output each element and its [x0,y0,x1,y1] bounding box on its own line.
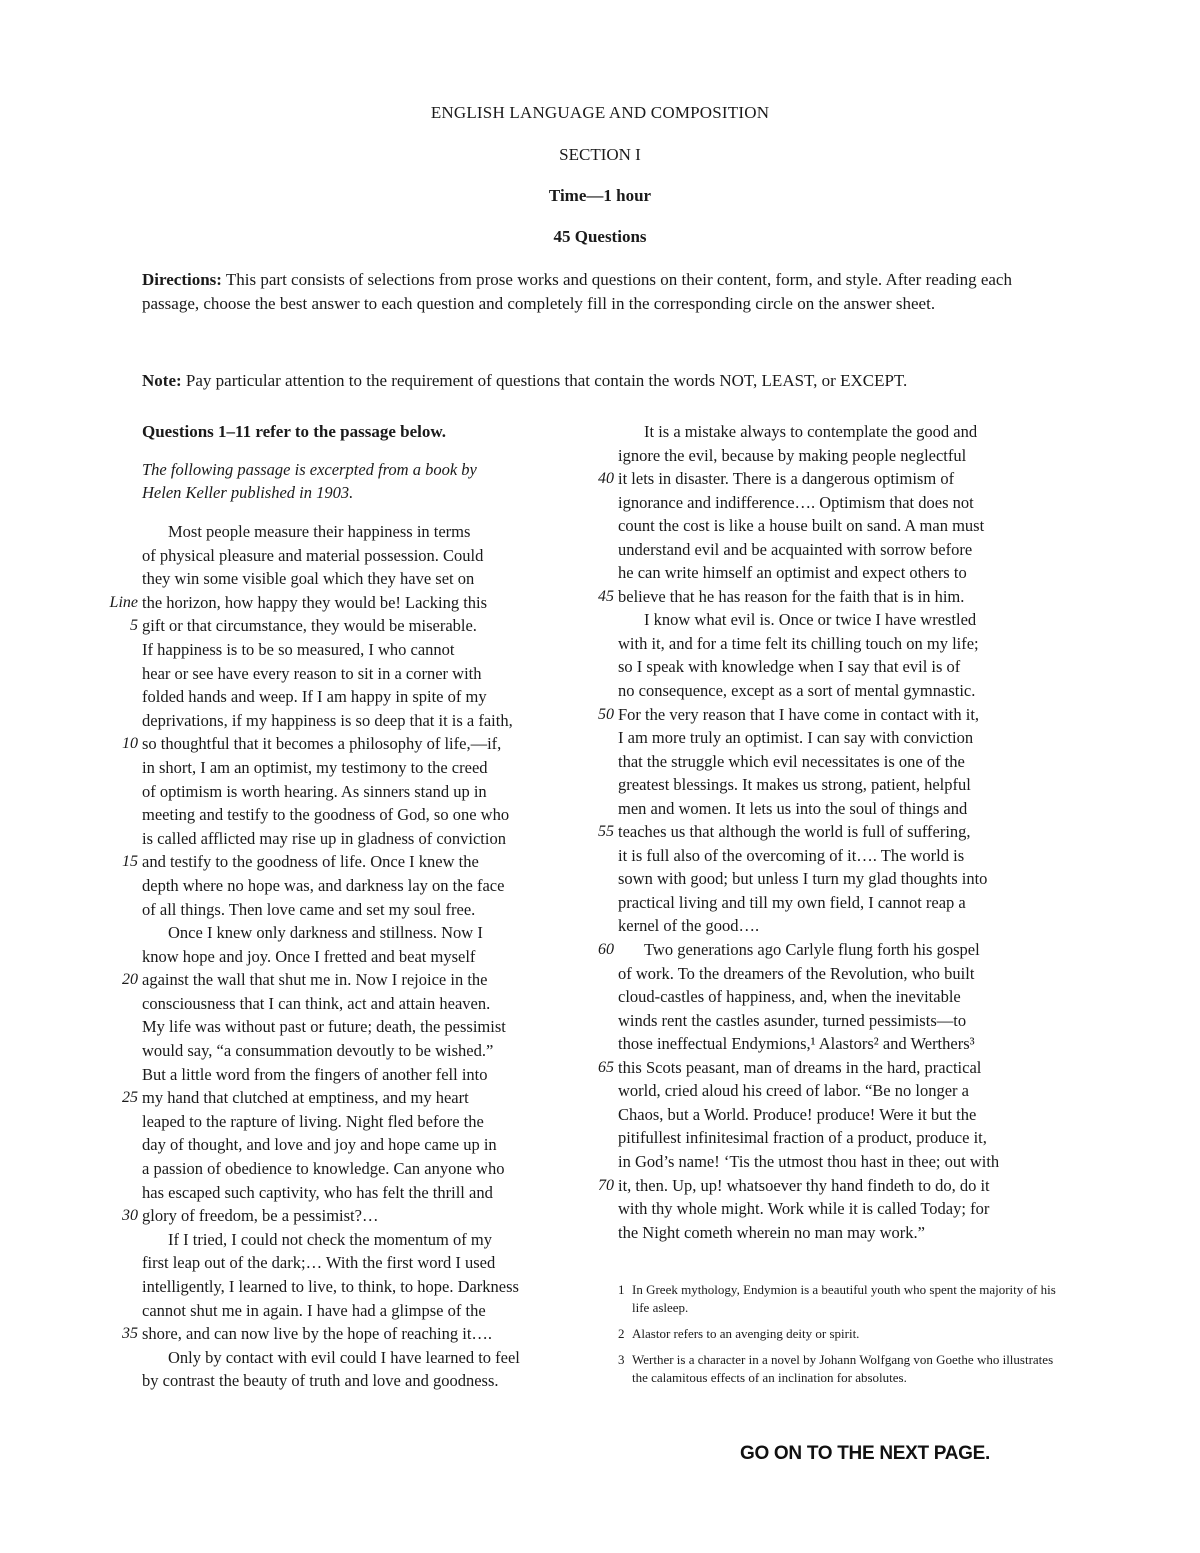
passage-line [142,1015,602,1039]
line-number: Line [109,593,138,611]
line-text: men and women. It lets us into the soul of things and [618,798,968,818]
passage-line [142,1369,602,1393]
line-text: has escaped such captivity, who has felt the thrill and [142,1182,493,1202]
line-text: know hope and joy. Once I fretted and beat myself [142,946,476,966]
passage-line [598,820,1068,844]
line-text: of work. To the dreamers of the Revolution, who built [618,963,975,983]
line-text: my hand that clutched at emptiness, and my heart [142,1088,469,1108]
passage-line [598,1174,1068,1198]
passage-line [142,709,602,733]
passage-lines-left [109,520,602,1393]
line-text: sown with good; but unless I turn my glad thoughts into [618,869,988,889]
passage-line [618,844,1068,868]
line-text: of physical pleasure and material possession. Could [142,545,484,565]
passage-line [618,1150,1068,1174]
line-text: gift or that circumstance, they would be miserable. [142,616,477,636]
line-text: leaped to the rapture of living. Night fled before the [142,1111,484,1131]
line-text: If happiness is to be so measured, I who cannot [142,639,455,659]
passage-line [142,992,602,1016]
footnote-number: 3 [618,1352,625,1367]
passage-line [618,561,1068,585]
line-text: pitifullest infinitesimal fraction of a product, produce it, [618,1128,987,1148]
line-text: ignorance and indifference…. Optimism that does not [618,492,974,512]
line-text: a passion of obedience to knowledge. Can anyone who [142,1159,505,1179]
footnote [618,1325,1058,1343]
directions-label: Directions: [142,270,222,289]
line-text: so thoughtful that it becomes a philosophy of life,—if, [142,734,502,754]
passage-line [618,891,1068,915]
line-text: and testify to the goodness of life. Once I knew the [142,852,479,872]
line-text: intelligently, I learned to live, to think, to hope. Darkness [142,1277,519,1296]
passage-line [122,1204,602,1228]
passage-line [142,874,602,898]
line-text: first leap out of the dark;… With the first word I used [142,1253,496,1273]
line-number: 50 [598,705,614,723]
line-text: with it, and for a time felt its chilling touch on my life; [618,633,979,653]
passage-intro [142,458,602,504]
footnote [618,1281,1058,1317]
line-text: would say, “a consummation devoutly to be wished.” [142,1041,494,1061]
line-text: depth where no hope was, and darkness lay on the face [142,875,505,895]
line-text: I know what evil is. Once or twice I have wrestled [644,610,977,630]
passage-line [618,1032,1068,1056]
passage-line [618,1197,1068,1221]
passage-line [618,632,1068,656]
passage-line [142,945,602,969]
line-text: folded hands and weep. If I am happy in spite of my [142,687,487,707]
passage-line [618,679,1068,703]
line-text: Two generations ago Carlyle flung forth his gospel [644,940,980,960]
footnotes [618,1281,1058,1395]
line-text: understand evil and be acquainted with sorrow before [618,539,973,559]
line-text: he can write himself an optimist and expect others to [618,563,967,583]
passage-line [142,1157,602,1181]
passage-line [618,914,1068,938]
passage-left-column [109,422,602,1393]
passage-line [142,921,602,945]
line-text: If I tried, I could not check the momentum of my [168,1229,492,1249]
passage-line [618,655,1068,679]
passage-line [142,567,602,591]
line-text: ignore the evil, because by making people neglectful [618,445,967,465]
footnote-text: Werther is a character in a novel by Johann Wolfgang von Goethe who illustrates the calamitous effects of an inclination for absolutes. [632,1352,1054,1385]
passage-line [618,797,1068,821]
line-number: 45 [598,587,614,605]
passage-line [618,985,1068,1009]
line-text: My life was without past or future; death, the pessimist [142,1017,506,1037]
passage-lines-right [598,420,1068,1244]
passage-line [122,1322,602,1346]
passage-line [598,938,1068,962]
passage-line [618,867,1068,891]
line-text: the Night cometh wherein no man may work.” [618,1222,925,1242]
passage-line [618,1103,1068,1127]
passage-line [618,773,1068,797]
passage-line [598,1056,1068,1080]
passage-line [142,662,602,686]
line-text: no consequence, except as a sort of mental gymnastic. [618,681,976,701]
note [142,369,1062,393]
note-text: Pay particular attention to the requirement of questions that contain the words NOT, LEAST, or EXCEPT. [181,371,908,390]
line-text: that the struggle which evil necessitates is one of the [618,751,965,771]
passage-line [142,1063,602,1087]
passage-line [142,1251,602,1275]
line-text: count the cost is like a house built on sand. A man must [618,516,985,536]
passage-line [122,850,602,874]
line-text: But a little word from the fingers of another fell into [142,1064,488,1084]
line-number: 15 [122,853,138,871]
footnote-number: 2 [618,1326,625,1341]
line-number: 10 [122,735,138,753]
passage-line [618,491,1068,515]
passage-line [142,1346,602,1370]
question-count: 45 Questions [553,227,647,246]
line-text: meeting and testify to the goodness of God, so one who [142,805,510,825]
line-text: those ineffectual Endymions,¹ Alastors² and Werthers³ [618,1034,975,1054]
section-label: SECTION I [559,145,641,164]
passage-line [142,827,602,851]
passage-line [618,726,1068,750]
line-number: 20 [122,971,138,989]
line-text: Only by contact with evil could I have learned to feel [168,1347,520,1367]
line-text: of all things. Then love came and set my soul free. [142,899,476,919]
passage-line [142,638,602,662]
directions-text: This part consists of selections from prose works and questions on their content, form, and style. After reading each passage, choose the best answer to each question and completely fill in the corresponding circle on the answer sheet. [142,270,1012,313]
intro-line: The following passage is excerpted from a book by [142,460,477,479]
passage-line [142,756,602,780]
passage-line [142,780,602,804]
line-text: it lets in disaster. There is a dangerous optimism of [618,469,955,489]
line-text: is called afflicted may rise up in gladness of conviction [142,828,506,848]
passage-line [142,685,602,709]
line-text: Chaos, but a World. Produce! produce! Were it but the [618,1104,977,1124]
line-text: this Scots peasant, man of dreams in the hard, practical [618,1057,982,1077]
questions-heading: Questions 1–11 refer to the passage below. [142,422,446,441]
intro-line: Helen Keller published in 1903. [142,483,354,502]
passage-line [142,1181,602,1205]
passage-line [618,1221,1068,1245]
passage-line [142,803,602,827]
passage-line [618,420,1068,444]
line-number: 60 [598,941,614,959]
line-text: it is full also of the overcoming of it…. The world is [618,845,965,865]
line-number: 70 [598,1176,614,1194]
passage-line [618,1079,1068,1103]
line-text: practical living and till my own field, I cannot reap a [618,892,966,912]
passage-line [142,1133,602,1157]
passage-line [122,968,602,992]
footnote-number: 1 [618,1282,625,1297]
passage-line [618,444,1068,468]
line-text: believe that he has reason for the faith that is in him. [618,586,965,606]
passage-line [618,538,1068,562]
line-text: teaches us that although the world is full of suffering, [618,822,971,842]
line-number: 30 [122,1207,138,1225]
line-number: 55 [598,823,614,841]
passage-line [142,520,602,544]
line-text: they win some visible goal which they have set on [142,569,475,589]
passage-line [618,962,1068,986]
passage-line [109,591,602,615]
passage-line [598,467,1068,491]
line-text: of optimism is worth hearing. As sinners stand up in [142,781,487,801]
line-text: greatest blessings. It makes us strong, patient, helpful [618,775,971,795]
line-text: against the wall that shut me in. Now I rejoice in the [142,970,488,990]
passage-line [142,1275,602,1299]
passage-line [142,1039,602,1063]
passage-right-column [598,420,1068,1244]
line-number: 25 [122,1089,138,1107]
line-text: in short, I am an optimist, my testimony to the creed [142,757,488,777]
passage-line [142,1228,602,1252]
line-number: 65 [598,1058,614,1076]
passage-line [598,585,1068,609]
passage-line [142,544,602,568]
line-text: cannot shut me in again. I have had a glimpse of the [142,1300,486,1320]
passage-line [142,1110,602,1134]
passage-line [130,614,602,638]
line-number: 35 [122,1325,138,1343]
line-text: hear or see have every reason to sit in a corner with [142,663,482,683]
line-text: Most people measure their happiness in terms [168,522,471,541]
line-text: winds rent the castles asunder, turned pessimists—to [618,1010,967,1030]
passage-line [618,514,1068,538]
line-text: day of thought, and love and joy and hope came up in [142,1135,497,1155]
go-on-notice: GO ON TO THE NEXT PAGE. [740,1443,990,1464]
line-text: For the very reason that I have come in contact with it, [618,704,980,724]
passage-line [142,1299,602,1323]
passage-line [618,1009,1068,1033]
line-text: glory of freedom, be a pessimist?… [142,1206,379,1226]
passage-line [142,898,602,922]
passage-line [618,750,1068,774]
line-text: with thy whole might. Work while it is called Today; for [618,1199,990,1219]
passage-line [598,703,1068,727]
line-number: 40 [598,470,614,488]
line-text: it, then. Up, up! whatsoever thy hand findeth to do, do it [618,1175,990,1195]
line-text: the horizon, how happy they would be! Lacking this [142,592,488,612]
passage-line [618,608,1068,632]
footnote-text: Alastor refers to an avenging deity or spirit. [632,1326,860,1341]
line-text: It is a mistake always to contemplate the good and [644,422,978,441]
line-text: Once I knew only darkness and stillness. Now I [168,923,483,943]
line-number: 5 [130,617,138,635]
footnote-text: In Greek mythology, Endymion is a beautiful youth who spent the majority of his life asleep. [632,1282,1056,1315]
directions [142,268,1062,316]
line-text: shore, and can now live by the hope of reaching it…. [142,1324,493,1344]
note-label: Note: [142,371,182,390]
exam-title: ENGLISH LANGUAGE AND COMPOSITION [430,103,770,122]
passage-line [122,1086,602,1110]
passage-line [122,732,602,756]
line-text: kernel of the good…. [618,916,760,936]
line-text: I am more truly an optimist. I can say with conviction [618,728,974,748]
line-text: by contrast the beauty of truth and love and goodness. [142,1371,499,1391]
line-text: deprivations, if my happiness is so deep that it is a faith, [142,710,513,730]
line-text: in God’s name! ‘Tis the utmost thou hast in thee; out with [618,1151,1000,1171]
passage-line [618,1126,1068,1150]
footnote [618,1351,1058,1387]
time-limit: Time—1 hour [548,186,652,205]
line-text: so I speak with knowledge when I say that evil is of [618,657,961,677]
line-text: world, cried aloud his creed of labor. “Be no longer a [618,1081,969,1101]
line-text: cloud-castles of happiness, and, when the inevitable [618,987,961,1007]
line-text: consciousness that I can think, act and attain heaven. [142,993,491,1013]
